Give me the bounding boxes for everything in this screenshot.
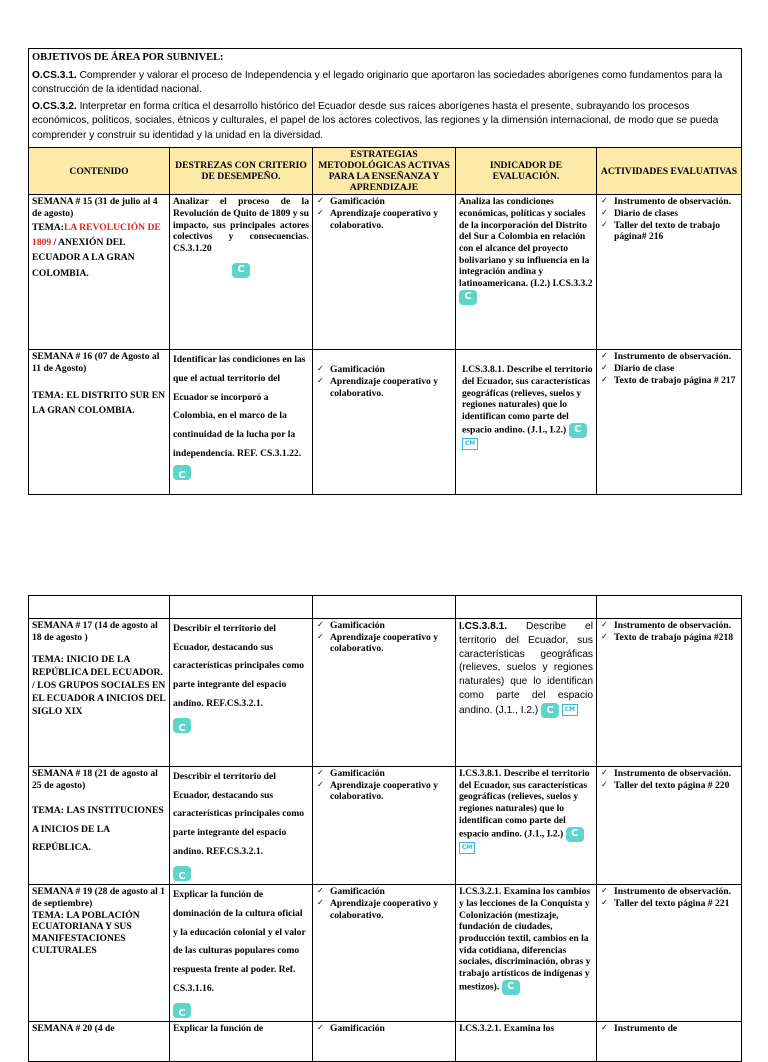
indicador-cell bbox=[456, 619, 597, 767]
tema-highlight: LA REVOLUCIÓN DE 1809 bbox=[32, 221, 161, 248]
destreza-cell bbox=[170, 619, 313, 767]
actividad-item: ✓ Texto de trabajo página # 217 bbox=[600, 375, 738, 387]
objectives-cell bbox=[29, 49, 742, 148]
indicador-cell bbox=[456, 195, 597, 350]
destreza-cell bbox=[170, 1022, 313, 1062]
destreza-text: Describir el territorio del Ecuador, destacando sus características principales como parte integrante del espacio andino. REF.CS.3.2.1. bbox=[173, 771, 305, 857]
estrategia-item: ✓ Gamificación bbox=[316, 364, 452, 376]
contenido-cell bbox=[29, 619, 170, 767]
c-icon[interactable] bbox=[541, 703, 559, 718]
header-indicador: INDICADOR DE EVALUACIÓN. bbox=[456, 147, 597, 194]
objectives-heading: OBJETIVOS DE ÁREA POR SUBNIVEL: bbox=[32, 52, 224, 63]
contenido-cell bbox=[29, 885, 170, 1022]
c-icon[interactable] bbox=[232, 263, 250, 278]
estrategias-cell bbox=[313, 885, 456, 1022]
actividad-item: ✓ Instrumento de observación. bbox=[600, 620, 738, 632]
tema-label: TEMA: LAS INSTITUCIONES A INICIOS DE LA REPÚBLICA. bbox=[32, 805, 164, 853]
c-icon[interactable] bbox=[173, 465, 191, 480]
actividad-item: ✓ Diario de clases bbox=[600, 208, 738, 220]
actividades-cell bbox=[597, 767, 742, 885]
tema-prefix: TEMA: bbox=[32, 221, 64, 233]
destreza-cell bbox=[170, 767, 313, 885]
table-row bbox=[29, 885, 742, 1022]
destreza-text: Analizar el proceso de la Revolución de Quito de 1809 y su impacto, sus principales actores colectivos y consecuencias. CS.3.1.20 bbox=[173, 196, 309, 254]
destreza-cell bbox=[170, 885, 313, 1022]
c-icon[interactable] bbox=[173, 718, 191, 733]
contenido-cell bbox=[29, 767, 170, 885]
estrategia-item: ✓ Aprendizaje cooperativo y colaborativo. bbox=[316, 632, 452, 655]
c-icon[interactable] bbox=[502, 980, 520, 995]
cm-icon[interactable] bbox=[462, 438, 478, 450]
c-icon[interactable] bbox=[566, 827, 584, 842]
contenido-cell bbox=[29, 350, 170, 495]
actividades-cell bbox=[597, 195, 742, 350]
destreza-text: Explicar la función de bbox=[173, 1023, 264, 1035]
semana-label: SEMANA # 17 (14 de agosto al 18 de agosto ) bbox=[32, 620, 158, 643]
c-icon[interactable] bbox=[173, 1003, 191, 1018]
objective-2-code: O.CS.3.2. bbox=[32, 101, 77, 113]
objective-2-text: Interpretar en forma crítica el desarrollo histórico del Ecuador desde sus raíces aborígenes hasta el presente, subrayando los procesos económicos, políticos, sociales, étnicos y culturales, el papel de los actores colectivos, las regiones y la dimensión internacional, de modo que se pueda comprender y construir su identidad y la unidad en la diversidad. bbox=[32, 101, 719, 141]
empty-row bbox=[29, 596, 742, 619]
indicador-cell bbox=[456, 885, 597, 1022]
estrategia-item: ✓ Aprendizaje cooperativo y colaborativo. bbox=[316, 208, 452, 231]
cm-icon[interactable] bbox=[562, 704, 578, 716]
table-row bbox=[29, 1022, 742, 1062]
destreza-text: Identificar las condiciones en las que el actual territorio del Ecuador se incorporó a Colombia, en el marco de la continuidad de la lucha por la independencia. REF. CS.3.1.22. bbox=[173, 354, 306, 459]
cm-icon[interactable] bbox=[459, 842, 475, 854]
table-row bbox=[29, 195, 742, 350]
actividad-item: ✓ Instrumento de observación. bbox=[600, 196, 738, 208]
actividad-item: ✓ Taller del texto de trabajo página# 216 bbox=[600, 220, 738, 243]
indicador-code: I.CS.3.8.1. bbox=[459, 621, 508, 632]
actividad-item: ✓ Taller del texto página # 221 bbox=[600, 898, 738, 910]
estrategia-item: ✓ Gamificación bbox=[316, 196, 452, 208]
planning-table-2 bbox=[28, 595, 742, 1062]
indicador-cell bbox=[456, 350, 597, 495]
estrategia-item: ✓ Aprendizaje cooperativo y colaborativo. bbox=[316, 780, 452, 803]
c-icon[interactable] bbox=[569, 423, 587, 438]
header-contenido: CONTENIDO bbox=[29, 147, 170, 194]
semana-label: SEMANA # 15 (31 de julio al 4 de agosto) bbox=[32, 196, 158, 219]
actividad-item: ✓ Diario de clase bbox=[600, 363, 738, 375]
semana-label: SEMANA # 20 (4 de bbox=[32, 1023, 115, 1035]
tema-label bbox=[32, 220, 166, 281]
objectives-row bbox=[29, 49, 742, 148]
header-destrezas: DESTREZAS CON CRITERIO DE DESEMPEÑO. bbox=[170, 147, 313, 194]
header-actividades: ACTIVIDADES EVALUATIVAS bbox=[597, 147, 742, 194]
estrategia-item: ✓ Aprendizaje cooperativo y colaborativo. bbox=[316, 376, 452, 399]
indicador-text: I.CS.3.2.1. Examina los cambios y las lecciones de la Conquista y Colonización (mestizaje, fundación de ciudades, producción textil, cambios en la vida cotidiana, diferencias sociales, discriminación, obras y trabajo artísticos de indígenas y mestizos). bbox=[459, 886, 591, 993]
tema-rest: / ANEXIÓN DEL ECUADOR A LA GRAN COLOMBIA. bbox=[32, 236, 135, 279]
objective-1-code: O.CS.3.1. bbox=[32, 69, 77, 81]
destreza-text: Describir el territorio del Ecuador, destacando sus características principales como parte integrante del espacio andino. REF.CS.3.2.1. bbox=[173, 623, 305, 709]
indicador-text: I.CS.3.2.1. Examina los bbox=[459, 1023, 555, 1035]
actividades-cell bbox=[597, 619, 742, 767]
header-row bbox=[29, 147, 742, 194]
objective-2 bbox=[32, 100, 738, 143]
estrategias-cell bbox=[313, 619, 456, 767]
destreza-cell bbox=[170, 350, 313, 495]
tema-label: TEMA: INICIO DE LA REPÚBLICA DEL ECUADOR. / LOS GRUPOS SOCIALES EN EL ECUADOR A INICIOS DEL SIGLO XIX bbox=[32, 654, 166, 718]
objective-1 bbox=[32, 69, 738, 98]
actividad-item: ✓ Instrumento de observación. bbox=[600, 768, 738, 780]
actividad-item: ✓ Instrumento de observación. bbox=[600, 886, 738, 898]
semana-label: SEMANA # 19 (28 de agosto al 1 de septiembre) bbox=[32, 886, 165, 909]
actividades-cell bbox=[597, 885, 742, 1022]
estrategia-item: ✓ Gamificación bbox=[316, 1023, 452, 1035]
indicador-text: I.CS.3.8.1. Describe el territorio del Ecuador, sus características geográficas (relieves, suelos y regiones naturales) que lo identifican como parte del espacio andino. (J.1., I.2.) bbox=[462, 364, 593, 436]
table-row bbox=[29, 619, 742, 767]
estrategia-item: ✓ Gamificación bbox=[316, 768, 452, 780]
tema-label: TEMA: EL DISTRITO SUR EN LA GRAN COLOMBIA. bbox=[32, 389, 166, 416]
actividades-cell bbox=[597, 1022, 742, 1062]
estrategia-item: ✓ Gamificación bbox=[316, 620, 452, 632]
actividades-cell bbox=[597, 350, 742, 495]
actividad-item: ✓ Taller del texto página # 220 bbox=[600, 780, 738, 792]
actividad-item: ✓ Texto de trabajo página #218 bbox=[600, 632, 738, 644]
indicador-text: Describe el territorio del Ecuador, sus características geográficas (relieves, suelos y regiones naturales) que lo identifican como parte del espacio andino. (J.1., I.2.) bbox=[459, 621, 593, 716]
table-row bbox=[29, 767, 742, 885]
indicador-cell bbox=[456, 767, 597, 885]
tema-label: TEMA: LA POBLACIÓN ECUATORIANA Y SUS MANIFESTACIONES CULTURALES bbox=[32, 909, 140, 956]
destreza-cell bbox=[170, 195, 313, 350]
indicador-cell bbox=[456, 1022, 597, 1062]
estrategias-cell bbox=[313, 350, 456, 495]
estrategia-item: ✓ Gamificación bbox=[316, 886, 452, 898]
semana-label: SEMANA # 18 (21 de agosto al 25 de agosto) bbox=[32, 768, 158, 791]
table-row bbox=[29, 350, 742, 495]
c-icon[interactable] bbox=[173, 866, 191, 881]
estrategias-cell bbox=[313, 195, 456, 350]
actividad-item: ✓ Instrumento de bbox=[600, 1023, 738, 1035]
indicador-text: I.CS.3.8.1. Describe el territorio del Ecuador, sus características geográficas (relieves, suelos y regiones naturales) que lo identifican como parte del espacio andino. (J.1., I.2.) bbox=[459, 768, 590, 840]
destreza-text: Explicar la función de dominación de la cultura oficial y la educación colonial y el valor de las culturas populares como respuesta frente al poder. Ref. CS.3.1.16. bbox=[173, 889, 306, 994]
estrategias-cell bbox=[313, 767, 456, 885]
planning-table-1 bbox=[28, 48, 742, 495]
contenido-cell bbox=[29, 1022, 170, 1062]
header-estrategias: ESTRATEGIAS METODOLÓGICAS ACTIVAS PARA LA ENSEÑANZA Y APRENDIZAJE bbox=[313, 147, 456, 194]
estrategias-cell bbox=[313, 1022, 456, 1062]
contenido-cell bbox=[29, 195, 170, 350]
c-icon[interactable] bbox=[459, 290, 477, 305]
objective-1-text: Comprender y valorar el proceso de Independencia y el legado originario que aportaron las sociedades aborígenes como fundamentos para la construcción de la identidad nacional. bbox=[32, 69, 723, 95]
estrategia-item: ✓ Aprendizaje cooperativo y colaborativo. bbox=[316, 898, 452, 921]
indicador-text: Analiza las condiciones económicas, políticas y sociales de la incorporación del Distrito del Sur a Colombia en relación con el alcance del proyecto bolivariano y su influencia en la integración andina y latinoamericana. (I.2.) I.CS.3.3.2 bbox=[459, 196, 593, 290]
semana-label: SEMANA # 16 (07 de Agosto al 11 de Agosto) bbox=[32, 351, 160, 374]
actividad-item: ✓ Instrumento de observación. bbox=[600, 351, 738, 363]
